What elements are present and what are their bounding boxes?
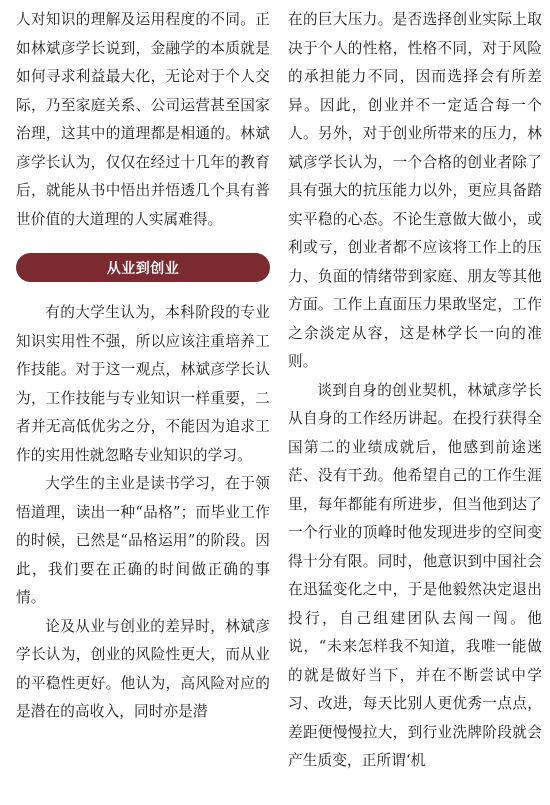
- right-paragraph-2: 谈到自身的创业契机，林斌彦学长从自身的工作经历讲起。在投行获得全国第二的业绩成就后，他感到前途迷茫、没有干劲。他希望自己的工作生涯里，每年都能有所进步，但当他到达了一个行业的顶峰时他发现进步的空间变得十分有限。同时，他意识到中国社会在迅猛变化之中，于是他毅然决定退出投行，自己组建团队去闯一闯。他说，“未来怎样我不知道，我唯一能做的就是做好当下，并在不断尝试中学习、改进，每天比别人更优秀一点点，差距便慢慢拉大，到行业洗牌阶段就会产生质变，正所谓‘机: [288, 381, 542, 769]
- left-paragraph-3: 大学生的主业是读书学习，在于领悟道理，读出一种“品格”；而毕业工作的时候，已然是“品格运用”的阶段。因此，我们要在正确的时间做正确的事情。: [16, 475, 270, 606]
- section-title: 从业到创业: [106, 260, 180, 277]
- left-paragraph-2: 有的大学生认为，本科阶段的专业知识实用性不强，所以应该注重培养工作技能。对于这一观点，林斌彦学长认为，工作技能与专业知识一样重要，二者并无高低优劣之分，不能因为追求工作的实用性就忽略专业知识的学习。: [16, 304, 270, 464]
- right-column: [288, 6, 542, 776]
- section-header: [16, 253, 270, 282]
- right-paragraph-1: 在的巨大压力。是否选择创业实际上取决于个人的性格，性格不同，对于风险的承担能力不同，因而选择会有所差异。因此，创业并不一定适合每一个人。另外，对于创业所带来的压力，林斌彦学长认为，一个合格的创业者除了具有强大的抗压能力以外，更应具备踏实平稳的心态。不论生意做大做小，或利或亏，创业者都不应该将工作上的压力、负面的情绪带到家庭、朋友等其他方面。工作上直面压力果敢坚定，工作之余淡定从容，这是林学长一向的准则。: [288, 11, 542, 370]
- left-paragraph-4: 论及从业与创业的差异时，林斌彦学长认为，创业的风险性更大，而从业的平稳性更好。他认为，高风险对应的是潜在的高收入，同时亦是潜: [16, 617, 270, 720]
- left-column: [16, 6, 270, 727]
- left-paragraph-1: 人对知识的理解及运用程度的不同。正如林斌彦学长说到，金融学的本质就是如何寻求利益最大化，无论对于个人交际，乃至家庭关系、公司运营甚至国家治理，这其中的道理都是相通的。林斌彦学长认为，仅仅在经过十几年的教育后，就能从书中悟出并悟透几个具有普世价值的大道理的人实属难得。: [16, 11, 270, 228]
